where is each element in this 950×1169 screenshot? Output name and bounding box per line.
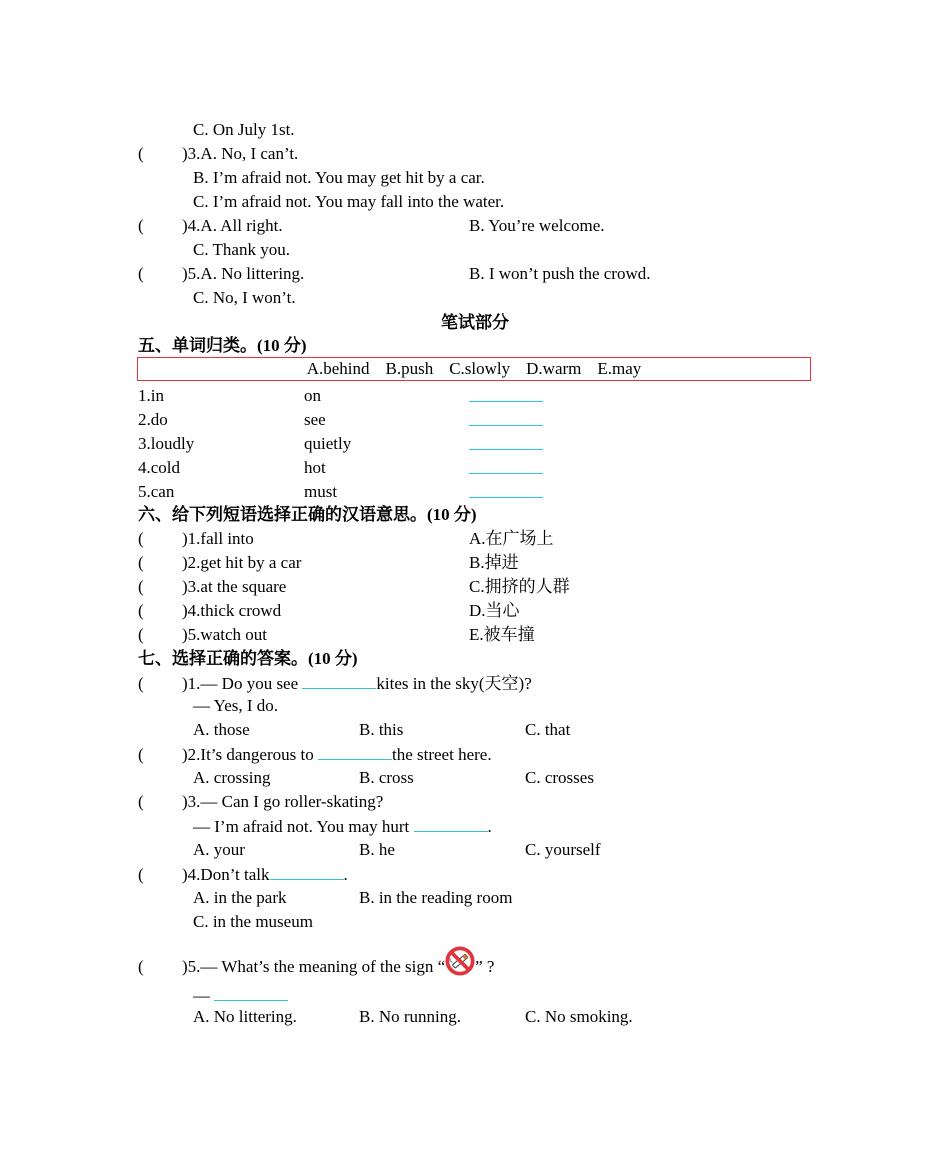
written-part-title: 笔试部分 (441, 313, 509, 332)
answer-blank[interactable] (469, 457, 543, 479)
answer-blank[interactable] (469, 433, 543, 455)
s7-q2 (138, 743, 492, 765)
classify-word-1: 4.cold (138, 458, 181, 477)
s7-q1 (138, 672, 532, 694)
answer-paren[interactable]: ( (138, 216, 144, 235)
s7-q4-stem: )4.Don’t talk (182, 865, 270, 884)
section5-title: 五、单词归类。(10 分) (138, 336, 307, 355)
s7-q4-option-a: A. in the park (193, 888, 287, 907)
q2-option-c: C. On July 1st. (193, 120, 295, 139)
phrase-text: )2.get hit by a car (182, 553, 302, 572)
s7-q2-option-c: C. crosses (525, 768, 594, 787)
s7-q1-option-a: A. those (193, 720, 250, 739)
answer-paren[interactable]: ( (138, 577, 144, 596)
word-bank-item: C.slowly (449, 359, 511, 378)
q4-option-c: C. Thank you. (193, 240, 290, 259)
answer-paren[interactable]: ( (138, 553, 144, 572)
classify-word-2: must (304, 482, 338, 501)
answer-paren[interactable]: ( (138, 957, 144, 976)
section7-title: 七、选择正确的答案。(10 分) (138, 649, 358, 668)
s7-q3-stem: )3.— Can I go roller-skating? (182, 792, 384, 811)
s7-q5-option-c: C. No smoking. (525, 1007, 633, 1026)
answer-paren[interactable]: ( (138, 144, 144, 163)
q5-row (138, 263, 304, 285)
q4-option-b: B. You’re welcome. (469, 216, 605, 235)
phrase-text: )3.at the square (182, 577, 287, 596)
word-bank-box (137, 357, 811, 381)
meaning-option: A.在广场上 (469, 529, 554, 548)
q3-num: )3. (182, 144, 201, 163)
classify-word-1: 5.can (138, 482, 175, 501)
answer-blank[interactable] (214, 984, 288, 1001)
answer-blank[interactable] (414, 815, 488, 832)
answer-blank[interactable] (270, 863, 344, 880)
answer-blank[interactable] (318, 743, 392, 760)
phrase-item (138, 576, 286, 598)
s7-q2-stem: )2.It’s dangerous to (182, 745, 318, 764)
answer-paren[interactable]: ( (138, 264, 144, 283)
s7-q4-stem-end: . (343, 865, 348, 884)
answer-blank[interactable] (302, 672, 376, 689)
word-bank-item: D.warm (526, 359, 582, 378)
phrase-text: )4.thick crowd (182, 601, 282, 620)
s7-q3-option-c: C. yourself (525, 840, 601, 859)
phrase-item (138, 624, 267, 646)
phrase-item (138, 552, 301, 574)
s7-q1-stem: )1.— Do you see (182, 674, 303, 693)
q5-option-b: B. I won’t push the crowd. (469, 264, 651, 283)
answer-blank[interactable] (469, 409, 543, 431)
classify-word-1: 2.do (138, 410, 168, 429)
answer-paren[interactable]: ( (138, 529, 144, 548)
classify-word-2: quietly (304, 434, 352, 453)
classify-word-2: hot (304, 458, 326, 477)
s7-q2-option-b: B. cross (359, 768, 414, 787)
s7-q5 (138, 946, 495, 976)
answer-paren[interactable]: ( (138, 601, 144, 620)
s7-q3-option-b: B. he (359, 840, 395, 859)
s7-q4-option-c: C. in the museum (193, 912, 313, 931)
s7-q3 (138, 791, 383, 813)
s7-q2-stem-end: the street here. (391, 745, 492, 764)
q3-row (138, 143, 298, 165)
q3-option-b: B. I’m afraid not. You may get hit by a car. (193, 168, 485, 187)
phrase-text: )1.fall into (182, 529, 254, 548)
answer-paren[interactable]: ( (138, 745, 144, 764)
answer-paren[interactable]: ( (138, 625, 144, 644)
meaning-option: D.当心 (469, 601, 520, 620)
s7-q5-stem: )5.— What’s the meaning of the sign “ (182, 957, 446, 976)
answer-blank[interactable] (469, 481, 543, 503)
q4-num: )4. (182, 216, 201, 235)
s7-q2-option-a: A. crossing (193, 768, 271, 787)
s7-q5-reply-dash: — (193, 986, 215, 1005)
q3-option-c: C. I’m afraid not. You may fall into the water. (193, 192, 505, 211)
answer-paren[interactable]: ( (138, 674, 144, 693)
s7-q3-reply-end: . (487, 817, 492, 836)
s7-q5-reply (193, 984, 288, 1006)
phrase-text: )5.watch out (182, 625, 267, 644)
q5-num: )5. (182, 264, 201, 283)
q4-row (138, 215, 283, 237)
classify-word-2: see (304, 410, 326, 429)
answer-paren[interactable]: ( (138, 865, 144, 884)
meaning-option: B.掉进 (469, 553, 519, 572)
word-bank-item: A.behind (306, 359, 370, 378)
s7-q5-option-b: B. No running. (359, 1007, 461, 1026)
s7-q4-option-b: B. in the reading room (359, 888, 513, 907)
word-bank-item: B.push (385, 359, 434, 378)
s7-q4 (138, 863, 348, 885)
phrase-item (138, 600, 281, 622)
s7-q1-stem-end: kites in the sky(天空)? (376, 674, 532, 693)
section6-title: 六、给下列短语选择正确的汉语意思。(10 分) (138, 505, 477, 524)
q4-option-a: A. All right. (200, 216, 283, 235)
q5-option-a: A. No littering. (200, 264, 305, 283)
s7-q5-stem-end: ” ? (475, 957, 495, 976)
word-bank-item: E.may (597, 359, 642, 378)
s7-q5-option-a: A. No littering. (193, 1007, 297, 1026)
answer-paren[interactable]: ( (138, 792, 144, 811)
s7-q1-option-b: B. this (359, 720, 404, 739)
s7-q1-option-c: C. that (525, 720, 571, 739)
phrase-item (138, 528, 254, 550)
no-smoking-sign-icon (445, 946, 475, 976)
s7-q1-reply: — Yes, I do. (193, 696, 279, 715)
meaning-option: C.拥挤的人群 (469, 577, 570, 596)
s7-q3-reply (193, 815, 492, 837)
q5-option-c: C. No, I won’t. (193, 288, 296, 307)
q3-option-a: A. No, I can’t. (200, 144, 299, 163)
classify-word-2: on (304, 386, 321, 405)
classify-word-1: 1.in (138, 386, 164, 405)
classify-word-1: 3.loudly (138, 434, 195, 453)
answer-blank[interactable] (469, 385, 543, 407)
meaning-option: E.被车撞 (469, 625, 535, 644)
s7-q3-reply-text: — I’m afraid not. You may hurt (193, 817, 414, 836)
s7-q3-option-a: A. your (193, 840, 245, 859)
